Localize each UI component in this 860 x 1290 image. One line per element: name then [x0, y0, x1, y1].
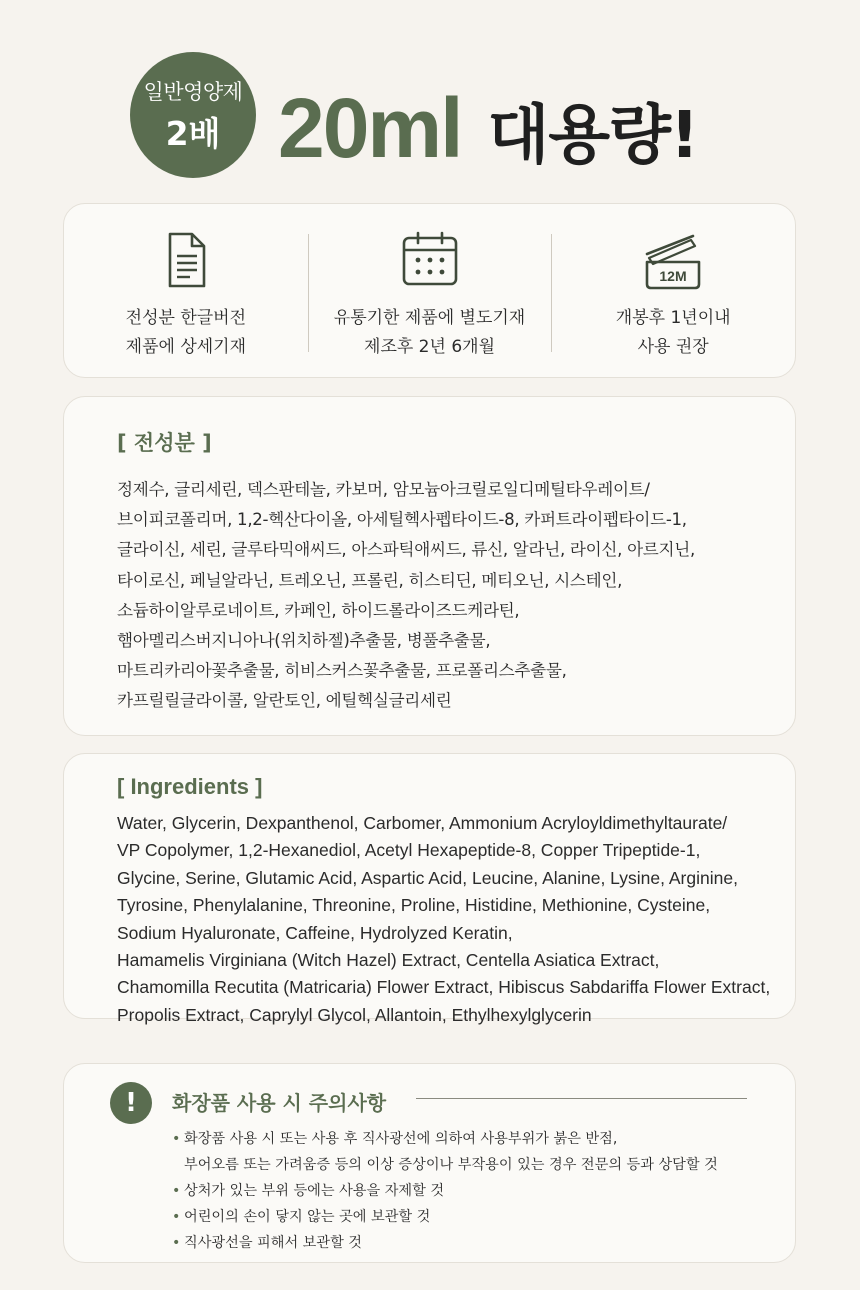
feature-line1: 개봉후 1년이내: [615, 308, 731, 328]
ingredient-line: 글라이신, 세린, 글루타믹애씨드, 아스파틱애씨드, 류신, 알라닌, 라이신, 아르지닌,: [117, 540, 695, 560]
caution-item-text: • 화장품 사용 시 또는 사용 후 직사광선에 의하여 사용부위가 붉은 반점,: [184, 1131, 618, 1147]
caution-item-continued: [172, 1152, 718, 1178]
badge-line2: 2배: [165, 113, 221, 153]
ingredients-kr-card: [63, 396, 796, 736]
feature-line2: 제품에 상세기재: [125, 337, 247, 357]
caution-item: [172, 1178, 718, 1204]
feature-text: [334, 304, 525, 362]
open-jar-icon: [641, 228, 705, 292]
caution-list: [172, 1126, 718, 1256]
calendar-icon: [398, 228, 462, 292]
ingredients-en-title: [ Ingredients ]: [117, 774, 263, 799]
ingredient-line: Sodium Hyaluronate, Caffeine, Hydrolyzed Keratin,: [117, 922, 513, 943]
caution-item: [172, 1126, 718, 1152]
ingredient-line: 소듐하이알루로네이트, 카페인, 하이드롤라이즈드케라틴,: [117, 600, 520, 620]
ingredient-line: Propolis Extract, Caprylyl Glycol, Allantoin, Ethylhexylglycerin: [117, 1004, 592, 1025]
caution-item-text: 부어오름 또는 가려움증 등의 이상 증상이나 부작용이 있는 경우 전문의 등과 상담할 것: [184, 1157, 718, 1173]
caution-item-text: • 상처가 있는 부위 등에는 사용을 자제할 것: [184, 1183, 445, 1199]
caution-item-text: • 어린이의 손이 닿지 않는 곳에 보관할 것: [184, 1209, 431, 1225]
ingredients-en-card: [63, 753, 796, 1025]
ingredient-line: VP Copolymer, 1,2-Hexanediol, Acetyl Hexapeptide-8, Copper Tripeptide-1,: [117, 840, 701, 861]
divider: [416, 1098, 747, 1099]
ingredient-line: 정제수, 글리세린, 덱스판테놀, 카보머, 암모늄아크릴로일디메틸타우레이트/: [117, 480, 650, 499]
caution-item: [172, 1230, 718, 1256]
feature-line2: 제조후 2년 6개월: [364, 337, 495, 357]
ingredient-line: 타이로신, 페닐알라닌, 트레오닌, 프롤린, 히스티딘, 메티오닌, 시스테인,: [117, 570, 623, 590]
feature-line2: 사용 권장: [637, 337, 709, 357]
feature-line1: 유통기한 제품에 별도기재: [333, 308, 526, 328]
jar-label: 12M: [659, 268, 687, 284]
ingredient-line: Tyrosine, Phenylalanine, Threonine, Proline, Histidine, Methionine, Cysteine,: [117, 895, 711, 916]
caution-item: [172, 1204, 718, 1230]
feature-expiry: [308, 204, 552, 377]
caution-item-text: • 직사광선을 피해서 보관할 것: [184, 1235, 362, 1251]
caution-card: [63, 1063, 796, 1263]
ingredient-line: 카프릴릴글라이콜, 알란토인, 에틸헥실글리세린: [117, 691, 452, 711]
feature-after-opening: [551, 204, 795, 377]
feature-text: [126, 304, 246, 362]
document-icon: [154, 228, 218, 292]
badge-circle: [130, 52, 256, 178]
feature-line1: 전성분 한글버전: [125, 308, 247, 328]
feature-card: [63, 203, 796, 378]
ingredients-en-body: [117, 810, 795, 1029]
ingredient-line: 마트리카리아꽃추출물, 히비스커스꽃추출물, 프로폴리스추출물,: [117, 661, 567, 681]
caution-title: 화장품 사용 시 주의사항: [172, 1091, 387, 1115]
ingredient-line: 햄아멜리스버지니아나(위치하젤)추출물, 병풀추출물,: [117, 631, 491, 651]
ingredient-line: Hamamelis Virginiana (Witch Hazel) Extract, Centella Asiatica Extract,: [117, 950, 660, 971]
hero-banner: [0, 0, 860, 200]
ingredients-kr-title: [ 전성분 ]: [117, 431, 212, 455]
badge-line1: 일반영양제: [143, 79, 243, 104]
ingredient-line: Water, Glycerin, Dexpanthenol, Carbomer, Ammonium Acryloyldimethyltaurate/: [117, 813, 728, 833]
headline-text: 대용량!: [487, 99, 699, 173]
ingredient-line: Chamomilla Recutita (Matricaria) Flower Extract, Hibiscus Sabdariffa Flower Extract,: [117, 977, 771, 998]
headline: [278, 80, 698, 177]
feature-full-ingredients: [64, 204, 308, 377]
headline-volume: 20ml: [278, 81, 462, 175]
ingredient-line: Glycine, Serine, Glutamic Acid, Aspartic Acid, Leucine, Alanine, Lysine, Arginine,: [117, 867, 738, 888]
exclamation-icon: !: [110, 1082, 152, 1124]
ingredients-kr-body: [117, 475, 795, 717]
ingredient-line: 브이피코폴리머, 1,2-헥산다이올, 아세틸헥사펩타이드-8, 카퍼트라이펩타이드-1,: [117, 510, 687, 530]
feature-text: [616, 304, 731, 362]
